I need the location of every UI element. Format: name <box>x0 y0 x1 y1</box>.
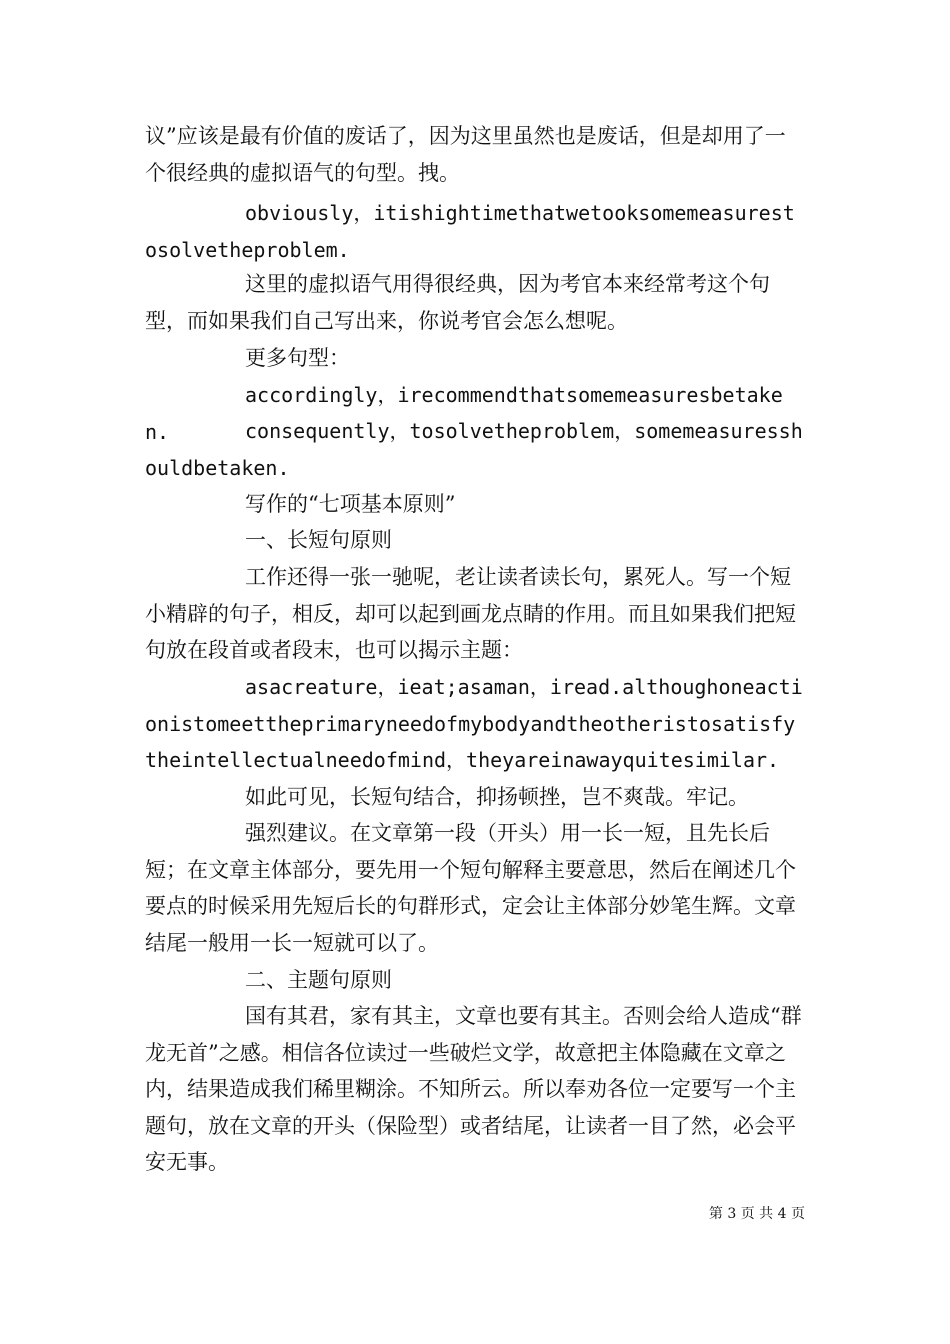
paragraph-9: 工作还得一张一驰呢，老让读者读长句，累死人。写一个短小精辟的句子，相反，却可以起到画龙点睛的作用。而且如果我们把短句放在段首或者段末，也可以揭示主题： <box>145 565 796 662</box>
section-title-seven-principles: 写作的“七项基本原则” <box>245 492 456 516</box>
paragraph-3: 这里的虚拟语气用得很经典，因为考官本来经常考这个句型，而如果我们自己写出来，你说考官会怎么想呢。 <box>145 272 770 333</box>
heading-topic-sentence-principle: 二、主题句原则 <box>245 968 392 992</box>
paragraph-4-more-patterns: 更多句型： <box>245 346 350 370</box>
paragraph-6-english-example: consequently，tosolvetheproblem，somemeasuresshouldbetaken. <box>145 419 803 480</box>
paragraph-5-english-example: accordingly，irecommendthatsomemeasuresbetaken. <box>145 383 783 444</box>
page-number-footer: 第 3 页 共 4 页 <box>708 1206 805 1222</box>
heading-long-short-sentence-principle: 一、长短句原则 <box>245 528 392 552</box>
paragraph-12: 强烈建议。在文章第一段（开头）用一长一短，且先长后短；在文章主体部分，要先用一个短句解释主要意思，然后在阐述几个要点的时候采用先短后长的句群形式，定会让主体部分妙笔生辉。文章结尾一般用一长一短就可以了。 <box>145 821 796 955</box>
paragraph-11: 如此可见，长短句结合，抑扬顿挫，岂不爽哉。牢记。 <box>245 785 749 809</box>
paragraph-10-english-example: asacreature，ieat;asaman，iread.althoughoneactionistomeettheprimaryneedofmybodyandtheotheristosatisfytheintellectualneedofmind，theyareinawayquitesimilar. <box>145 675 803 772</box>
paragraph-2-english-example: obviously，itishightimethatwetooksomemeasurestosolvetheproblem. <box>145 201 795 262</box>
paragraph-14: 国有其君，家有其主，文章也要有其主。否则会给人造成“群龙无首”之感。相信各位读过一些破烂文学，故意把主体隐藏在文章之内，结果造成我们稀里糊涂。不知所云。所以奉劝各位一定要写一个主题句，放在文章的开头（保险型）或者结尾，让读者一目了然，必会平安无事。 <box>145 1004 802 1174</box>
paragraph-1: 议”应该是最有价值的废话了，因为这里虽然也是废话，但是却用了一个很经典的虚拟语气的句型。拽。 <box>145 124 786 185</box>
